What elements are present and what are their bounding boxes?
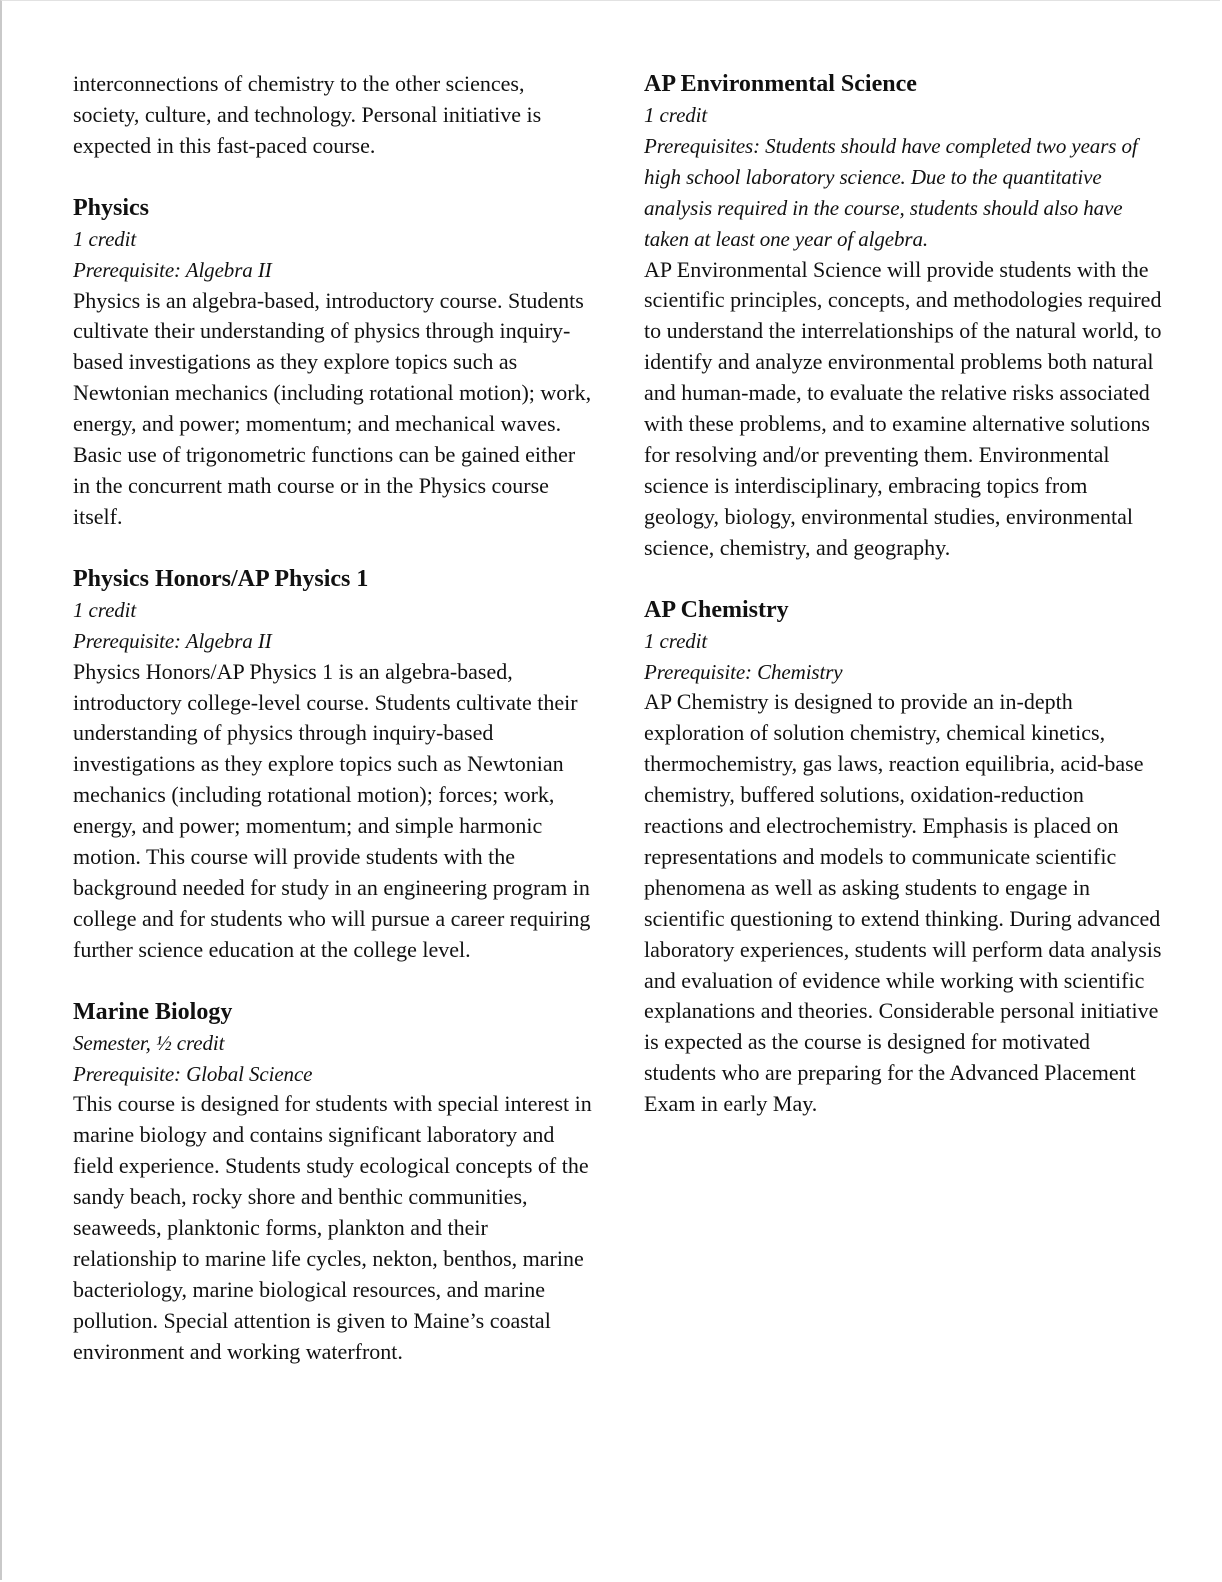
- course-marine-biology: [73, 997, 593, 1368]
- course-ap-chemistry: [644, 595, 1164, 1121]
- course-title: AP Chemistry: [644, 596, 789, 623]
- course-physics-honors: [73, 564, 593, 966]
- course-title: Physics: [73, 194, 150, 221]
- course-prerequisite: Prerequisites: Students should have completed two years of high school laboratory science. Due to the quantitative analysis required in the course, students should also have taken at least one year of algebra.: [644, 133, 1138, 251]
- course-prerequisite: Prerequisite: Algebra II: [73, 628, 272, 653]
- course-title: AP Environmental Science: [644, 71, 917, 97]
- course-prerequisite: Prerequisite: Algebra II: [73, 257, 272, 282]
- course-description: Physics is an algebra-based, introductory course. Students cultivate their understanding of physics through inquiry-based investigations as they explore topics such as Newtonian mechanics (including rotational motion); work, energy, and power; momentum; and mechanical waves. Basic use of trigonometric functions can be gained either in the concurrent math course or in the Physics course itself.: [73, 287, 592, 529]
- course-credit: Semester, ½ credit: [73, 1030, 225, 1055]
- course-credit: 1 credit: [644, 103, 708, 127]
- course-credit: 1 credit: [73, 597, 137, 622]
- left-column: [73, 69, 593, 1368]
- course-ap-environmental-science: [644, 69, 1164, 564]
- course-prerequisite: Prerequisite: Chemistry: [644, 659, 843, 684]
- course-title: Physics Honors/AP Physics 1: [73, 565, 369, 592]
- course-credit: 1 credit: [644, 628, 708, 653]
- course-description: Physics Honors/AP Physics 1 is an algebra-based, introductory college-level course. Students cultivate their understanding of physics through inquiry-based investigations as they explore topics such as Newtonian mechanics (including rotational motion); forces; work, energy, and power; momentum; and simple harmonic motion. This course will provide students with the background needed for study in an engineering program in college and for students who will pursue a career requiring further science education at the college level.: [73, 658, 591, 962]
- course-credit: 1 credit: [73, 226, 137, 251]
- course-title: Marine Biology: [73, 998, 233, 1025]
- course-description: AP Environmental Science will provide students with the scientific principles, concepts, and methodologies required to understand the interrelationships of the natural world, to identify and analyze environmental problems both natural and human-made, to evaluate the relative risks associated with these problems, and to examine alternative solutions for resolving and/or preventing them. Environmental science is interdisciplinary, embracing topics from geology, biology, environmental studies, environmental science, chemistry, and geography.: [644, 256, 1162, 560]
- course-prerequisite: Prerequisite: Global Science: [73, 1061, 313, 1086]
- course-description: AP Chemistry is designed to provide an in-depth exploration of solution chemistry, chemical kinetics, thermochemistry, gas laws, reaction equilibria, acid-base chemistry, buffered solutions, oxidation-reduction reactions and electrochemistry. Emphasis is placed on representations and models to communicate scientific phenomena as well as asking students to engage in scientific questioning to extend thinking. During advanced laboratory experiences, students will perform data analysis and evaluation of evidence while working with scientific explanations and theories. Considerable personal initiative is expected as the course is designed for motivated students who are preparing for the Advanced Placement Exam in early May.: [644, 689, 1162, 1117]
- course-physics: [73, 193, 593, 533]
- right-column: [644, 69, 1164, 1120]
- course-description: This course is designed for students with special interest in marine biology and contains significant laboratory and field experience. Students study ecological concepts of the sandy beach, rocky shore and benthic communities, seaweeds, planktonic forms, plankton and their relationship to marine life cycles, nekton, benthos, marine bacteriology, marine biological resources, and marine pollution. Special attention is given to Maine’s coastal environment and working waterfront.: [73, 1091, 592, 1364]
- continued-paragraph: interconnections of chemistry to the other sciences, society, culture, and technology. Personal initiative is expected in this fast-paced course.: [73, 71, 542, 158]
